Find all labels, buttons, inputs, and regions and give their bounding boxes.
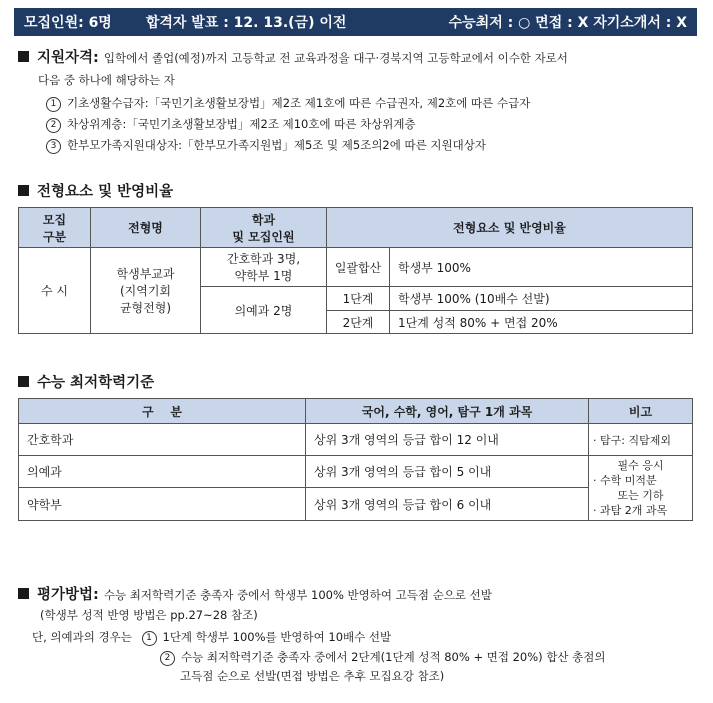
note-cell: · 탐구: 직탐제외 [589, 424, 693, 456]
stage-cell: 2단계 [327, 311, 390, 334]
dept-cell: 약학부 [19, 488, 306, 521]
standard-cell: 상위 3개 영역의 등급 합이 6 이내 [306, 488, 589, 521]
qualification-item-1: 1 기초생활수급자:「국민기초생활보장법」제2조 제1호에 따른 수급권자, 제2호에 따른 수급자 [46, 95, 530, 112]
square-bullet-icon [18, 588, 29, 599]
header-dept: 학과 및 모집인원 [201, 208, 327, 248]
qualification-intro-2: 다음 중 하나에 해당하는 자 [38, 73, 175, 87]
number-circle-icon: 3 [46, 139, 61, 154]
evaluation-text: 수능 최저학력기준 충족자 중에서 학생부 100% 반영하여 고득점 순으로 선발 [103, 588, 492, 602]
ratio-cell: 학생부 100% [390, 248, 693, 287]
selection-heading: 전형요소 및 반영비율 [18, 180, 173, 201]
stage-cell: 1단계 [327, 287, 390, 311]
qualification-intro: 입학에서 졸업(예정)까지 고등학교 전 교육과정을 대구·경북지역 고등학교에서 이수한 자로서 [103, 51, 568, 65]
square-bullet-icon [18, 51, 29, 62]
announce-date: 합격자 발표 : 12. 13.(금) 이전 [145, 15, 347, 31]
header-ratio: 전형요소 및 반영비율 [327, 208, 693, 248]
header-track: 전형명 [91, 208, 201, 248]
selection-table [18, 207, 693, 334]
criteria-summary: 수능최저 : ○ 면접 : X 자기소개서 : X [448, 15, 687, 31]
summary-banner [14, 8, 697, 36]
qualification-heading: 지원자격: 입학에서 졸업(예정)까지 고등학교 전 교육과정을 대구·경북지역 고등학교에서 이수한 자로서 [18, 46, 568, 67]
minimum-table [18, 398, 693, 521]
evaluation-line-2: (학생부 성적 반영 방법은 pp.27~28 참조) [40, 608, 258, 622]
dept-cell: 간호학과 [19, 424, 306, 456]
qualification-item-3: 3 한부모가족지원대상자:「한부모가족지원법」제5조 및 제5조의2에 따른 지원대상자 [46, 137, 486, 154]
header-note: 비고 [589, 399, 693, 424]
number-circle-icon: 2 [160, 651, 175, 666]
evaluation-line-3: 단, 의예과의 경우는 1 1단계 학생부 100%를 반영하여 10배수 선발 [32, 630, 392, 644]
evaluation-item-2b: 고득점 순으로 선발(면접 방법은 추후 모집요강 참조) [180, 669, 445, 683]
header-subjects: 국어, 수학, 영어, 탐구 1개 과목 [306, 399, 589, 424]
note-cell: 필수 응시 · 수학 미적분 또는 기하 · 과탐 2개 과목 [589, 456, 693, 521]
track-cell: 학생부교과 (지역기회 균형전형) [91, 248, 201, 334]
header-group: 모집 구분 [19, 208, 91, 248]
group-cell: 수 시 [19, 248, 91, 334]
minimum-heading: 수능 최저학력기준 [18, 371, 154, 392]
evaluation-heading: 평가방법: 수능 최저학력기준 충족자 중에서 학생부 100% 반영하여 고득점 순으로 선발 [18, 583, 492, 604]
ratio-cell: 1단계 성적 80% + 면접 20% [390, 311, 693, 334]
square-bullet-icon [18, 185, 29, 196]
ratio-cell: 학생부 100% (10배수 선발) [390, 287, 693, 311]
number-circle-icon: 1 [142, 631, 157, 646]
qualification-item-2: 2 차상위계층:「국민기초생활보장법」제2조 제10호에 따른 차상위계층 [46, 116, 416, 133]
standard-cell: 상위 3개 영역의 등급 합이 5 이내 [306, 456, 589, 488]
evaluation-item-2: 2 수능 최저학력기준 충족자 중에서 2단계(1단계 성적 80% + 면접 20%) 합산 총점의 [160, 649, 606, 666]
header-division: 구 분 [19, 399, 306, 424]
number-circle-icon: 2 [46, 118, 61, 133]
square-bullet-icon [18, 376, 29, 387]
dept-cell: 의예과 2명 [201, 287, 327, 334]
recruit-count: 모집인원: 6명 [24, 15, 112, 31]
dept-cell: 간호학과 3명, 약학부 1명 [201, 248, 327, 287]
dept-cell: 의예과 [19, 456, 306, 488]
standard-cell: 상위 3개 영역의 등급 합이 12 이내 [306, 424, 589, 456]
number-circle-icon: 1 [46, 97, 61, 112]
stage-cell: 일괄합산 [327, 248, 390, 287]
